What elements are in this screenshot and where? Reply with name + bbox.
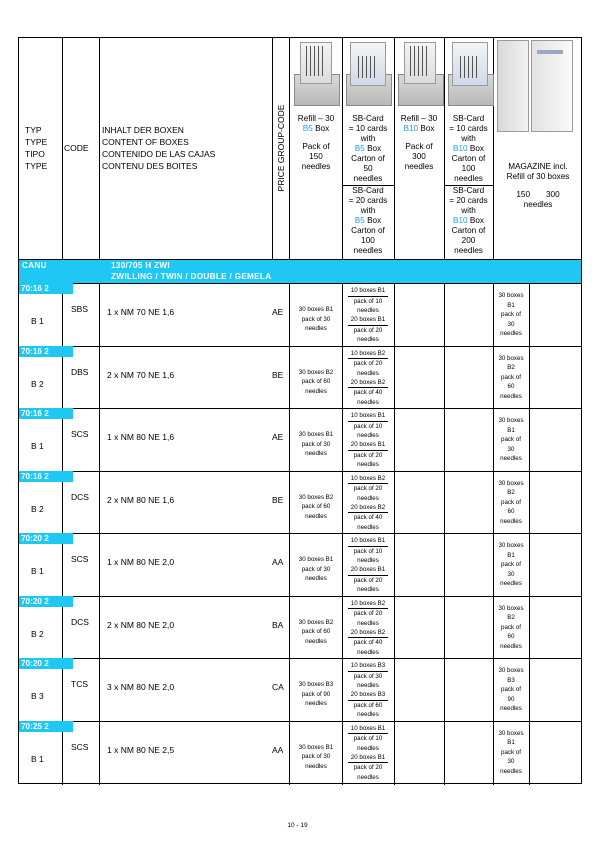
table-row [19, 721, 581, 784]
sb-card-20-cell: 20 boxes B1 pack of 20 needles [342, 565, 394, 595]
type-cell: B 1 [31, 441, 44, 451]
page-number: 10 - 19 [287, 822, 308, 829]
sb-card-20-cell: 20 boxes B1 pack of 20 needles [342, 753, 394, 783]
price-group-cell: AA [272, 557, 284, 567]
thread-size-tag: 70:16 2 [19, 346, 73, 357]
code-cell: SCS [71, 554, 89, 564]
sb-card-10-cell: 10 boxes B3 pack of 30 needles [342, 661, 394, 691]
sb-card-b10-20-label: SB-Card = 20 cards with B10 Box Carton of 200 needles [449, 186, 488, 255]
magazine-cell: 30 boxes B1 pack of 30 needles [498, 542, 524, 587]
col-divider [272, 38, 273, 259]
type-cell: B 2 [31, 378, 44, 389]
content-cell: 1 x NM 80 NE 1,6 [107, 432, 175, 442]
refill-cell: 30 boxes B2 pack of 60 needles [298, 493, 334, 520]
magazine-cell: 30 boxes B1 pack of 30 needles [498, 292, 524, 337]
sb-card-20-cell: 20 boxes B2 pack of 40 needles [342, 378, 394, 408]
magazine-cell: 30 boxes B2 pack of 60 needles [498, 604, 524, 650]
sb-card-10-cell: 10 boxes B1 pack of 10 needles [342, 286, 394, 316]
price-group-cell: BE [272, 494, 284, 505]
type-cell: B 2 [31, 503, 44, 514]
table-row [19, 533, 581, 596]
price-group-cell: AE [272, 307, 284, 317]
banner-description: ZWILLING / TWIN / DOUBLE / GEMELA [111, 272, 272, 281]
sb-card-20-cell: 20 boxes B3 pack of 60 needles [342, 690, 394, 720]
content-cell: 2 x NM 70 NE 1,6 [107, 369, 175, 380]
content-header: INHALT DER BOXEN CONTENT OF BOXES CONTENIDO DE LAS CAJAS CONTENU DES BOITES [102, 125, 216, 171]
content-cell: 1 x NM 80 NE 2,0 [107, 557, 175, 567]
type-cell: B 2 [31, 628, 44, 639]
type-cell: B 1 [31, 566, 44, 576]
section-banner [19, 259, 581, 283]
sb-card-20-cell: 20 boxes B2 pack of 40 needles [342, 503, 394, 533]
table-row [19, 346, 581, 409]
thread-size-tag: 70:20 2 [19, 533, 73, 544]
magazine-cell: 30 boxes B1 pack of 30 needles [498, 417, 524, 462]
header-divider [19, 259, 581, 260]
price-group-header: PRICE GROUP-CODE [276, 104, 286, 192]
thread-size-tag: 70:20 2 [19, 658, 73, 669]
table-row [19, 471, 581, 534]
table-row [19, 596, 581, 659]
magazine-label: MAGAZINE incl. Refill of 30 boxes 150 300 needles [506, 162, 570, 209]
sb-card-20-cell: 20 boxes B2 pack of 40 needles [342, 628, 394, 658]
magazine-cell: 30 boxes B2 pack of 60 needles [498, 354, 524, 400]
code-header: CODE [64, 143, 89, 153]
refill-cell: 30 boxes B2 pack of 60 needles [298, 368, 334, 395]
content-cell: 1 x NM 70 NE 1,6 [107, 307, 175, 317]
price-group-cell: CA [272, 682, 284, 692]
price-group-cell: BE [272, 369, 284, 380]
type-cell: B 1 [31, 753, 44, 764]
sb-card-b5-20-label: SB-Card = 20 cards with B5 Box Carton of 100 needles [348, 186, 388, 255]
magazine-cell: 30 boxes B2 pack of 60 needles [498, 479, 524, 525]
sb-card-10-cell: 10 boxes B2 pack of 20 needles [342, 599, 394, 629]
thread-size-tag: 70:25 2 [19, 721, 73, 732]
content-cell: 3 x NM 80 NE 2,0 [107, 682, 175, 692]
code-cell: TCS [71, 679, 88, 689]
code-cell: SCS [71, 429, 89, 439]
magazine-cell: 30 boxes B1 pack of 30 needles [498, 729, 524, 775]
sb-card-10-cell: 10 boxes B2 pack of 20 needles [342, 349, 394, 379]
table-row [19, 283, 581, 346]
code-cell: SBS [71, 304, 89, 314]
refill-b10-label: Refill – 30 B10 Box Pack of 300 needles [400, 114, 438, 171]
table-row [19, 658, 581, 721]
refill-cell: 30 boxes B1 pack of 30 needles [298, 743, 334, 770]
sb-card-10-cell: 10 boxes B1 pack of 10 needles [342, 411, 394, 441]
sb-card-b10-label: SB-Card = 10 cards with B10 Box Carton of 100 needles [449, 114, 488, 183]
content-cell: 2 x NM 80 NE 2,0 [107, 619, 175, 630]
price-group-cell: AA [272, 744, 284, 755]
price-group-cell: AE [272, 432, 284, 442]
sb-card-b5-image [346, 42, 390, 106]
sb-card-b5-label: SB-Card = 10 cards with B5 Box Carton of 50 needles [348, 114, 388, 183]
sb-card-10-cell: 10 boxes B2 pack of 20 needles [342, 474, 394, 504]
price-group-cell: BA [272, 619, 284, 630]
refill-b5-label: Refill – 30 B5 Box Pack of 150 needles [297, 114, 335, 171]
code-cell: DBS [71, 366, 89, 377]
sb-card-20-cell: 20 boxes B1 pack of 20 needles [342, 315, 394, 345]
type-cell: B 3 [31, 691, 44, 701]
table-row [19, 408, 581, 471]
content-cell: 2 x NM 80 NE 1,6 [107, 494, 175, 505]
thread-size-tag: 70:16 2 [19, 471, 73, 482]
refill-cell: 30 boxes B1 pack of 30 needles [298, 431, 334, 457]
type-cell: B 1 [31, 316, 44, 326]
thread-size-tag: 70:16 2 [19, 283, 73, 294]
sb-card-b10-image [448, 42, 492, 106]
banner-system: CANU [22, 261, 47, 270]
refill-b10-box-image [398, 42, 442, 106]
sb-card-10-cell: 10 boxes B1 pack of 10 needles [342, 724, 394, 754]
banner-code: 130/705 H ZWI [111, 261, 170, 270]
catalog-table [18, 37, 582, 784]
thread-size-tag: 70:20 2 [19, 596, 73, 607]
refill-cell: 30 boxes B2 pack of 60 needles [298, 618, 334, 645]
content-cell: 1 x NM 80 NE 2,5 [107, 744, 175, 755]
refill-cell: 30 boxes B3 pack of 90 needles [298, 681, 334, 707]
refill-b5-box-image [294, 42, 338, 106]
magazine-cell: 30 boxes B3 pack of 90 needles [498, 667, 524, 712]
code-cell: SCS [71, 741, 89, 752]
sb-card-20-cell: 20 boxes B1 pack of 20 needles [342, 440, 394, 470]
type-header: TYP TYPE TIPO TYPE [25, 125, 48, 171]
sb-card-10-cell: 10 boxes B1 pack of 10 needles [342, 536, 394, 566]
refill-cell: 30 boxes B1 pack of 30 needles [298, 556, 334, 582]
thread-size-tag: 70:16 2 [19, 408, 73, 419]
code-cell: DCS [71, 491, 89, 502]
refill-cell: 30 boxes B1 pack of 30 needles [298, 306, 334, 332]
magazine-image [495, 40, 579, 132]
code-cell: DCS [71, 616, 89, 627]
